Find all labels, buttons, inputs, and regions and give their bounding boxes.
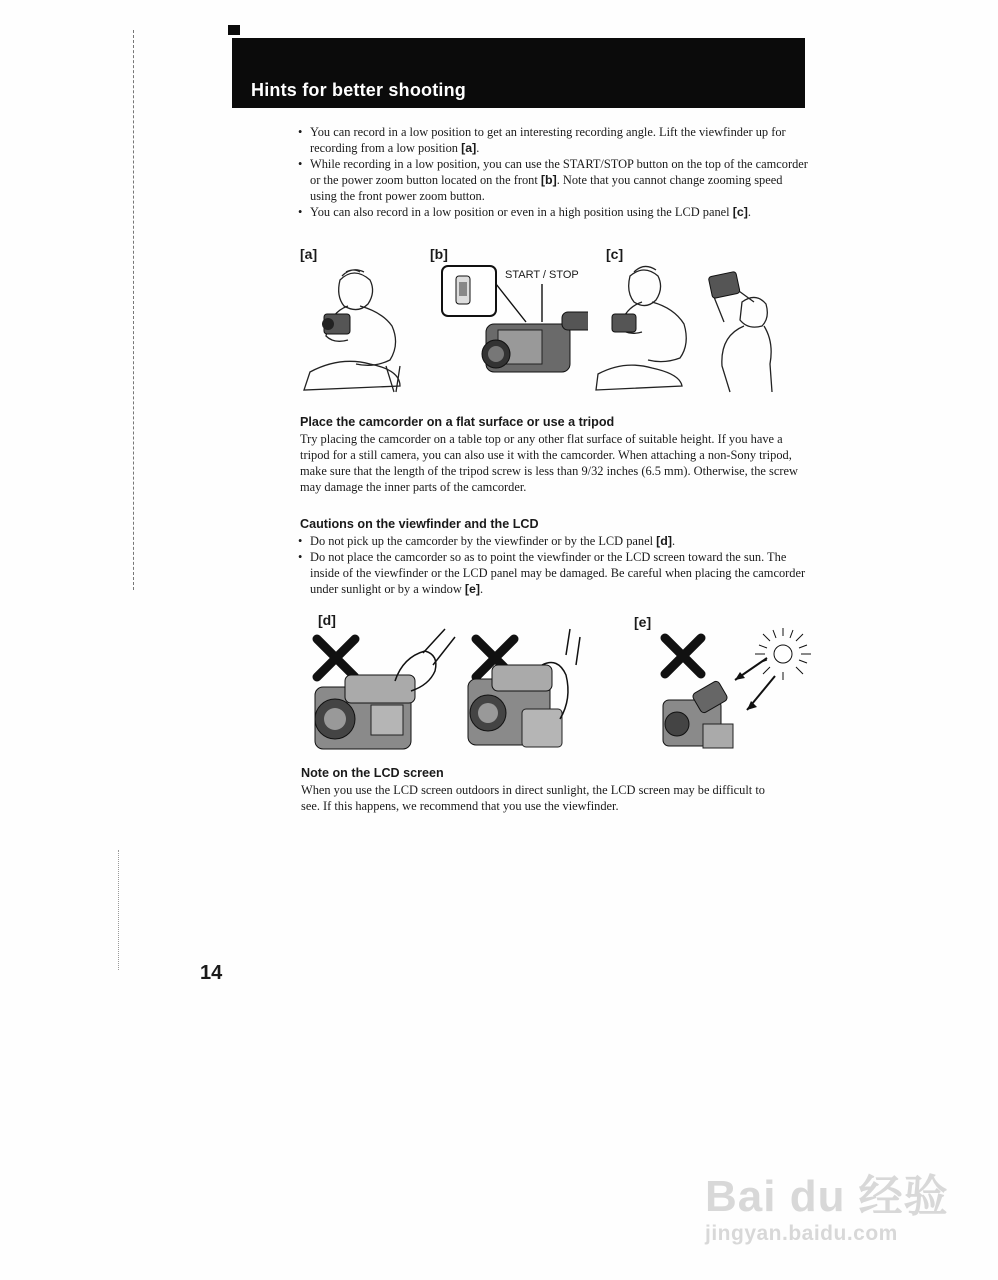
lcd-note-paragraph: When you use the LCD screen outdoors in direct sunlight, the LCD screen may be difficult to see. If this happens, we recommend that you use the viewfinder. [301, 783, 765, 813]
list-item: • Do not place the camcorder so as to point the viewfinder or the LCD screen toward the sun. The inside of the viewfinder or the LCD panel may be damaged. Be careful when placing the camcorder under sunlight or by a window [e]. [298, 549, 808, 597]
prohibited-x-icon [665, 638, 701, 674]
figure-e-illustration [655, 628, 815, 754]
section-heading-lcd-note: Note on the LCD screen [301, 766, 444, 780]
list-item: • While recording in a low position, you can use the START/STOP button on the top of the camcorder or the power zoom button located on the front [b]. Note that you cannot change zooming speed using the front power zoom button. [298, 156, 810, 204]
list-item: • Do not pick up the camcorder by the viewfinder or by the LCD panel [d]. [298, 533, 808, 549]
watermark-logo: Bai du 经验 jingyan.baidu.com [705, 1172, 949, 1245]
page-number: 14 [200, 962, 223, 984]
figure-c-illustration [594, 262, 784, 396]
figure-label-c: [c] [606, 246, 624, 262]
figure-label-d: [d] [318, 612, 336, 628]
sun-icon [755, 628, 811, 680]
list-item: • You can also record in a low position or even in a high position using the LCD panel [c]. [298, 204, 810, 220]
figure-label-e: [e] [634, 614, 652, 630]
section-heading-flat-surface: Place the camcorder on a flat surface or use a tripod [300, 415, 615, 429]
figure-a-illustration [300, 262, 410, 396]
intro-bullet-list [298, 124, 810, 220]
cautions-bullet-list [298, 533, 808, 597]
section-heading-cautions: Cautions on the viewfinder and the LCD [300, 517, 539, 531]
list-item: • You can record in a low position to get an interesting recording angle. Lift the viewfinder up for recording from a low position [a]. [298, 124, 810, 156]
figure-d1-illustration [305, 625, 465, 755]
figure-d2-illustration [462, 625, 582, 755]
figure-label-a: [a] [300, 246, 318, 262]
prohibited-x-icon [317, 639, 355, 677]
margin-scan-line [118, 850, 120, 970]
figure-label-b: [b] [430, 246, 448, 262]
header-tab [228, 25, 240, 35]
start-stop-label: START / STOP [505, 269, 579, 281]
margin-scan-line [133, 30, 135, 590]
page-title: Hints for better shooting [251, 80, 466, 100]
flat-surface-paragraph: Try placing the camcorder on a table top or any other flat surface of suitable height. If you have a tripod for a still camera, you can also use it with the camcorder. When attaching a non-Sony tripod, make sure that the length of the tripod screw is less than 9/32 inches (6.5 mm). Otherwise, the screw may damage the inner parts of the camcorder. [300, 432, 798, 494]
